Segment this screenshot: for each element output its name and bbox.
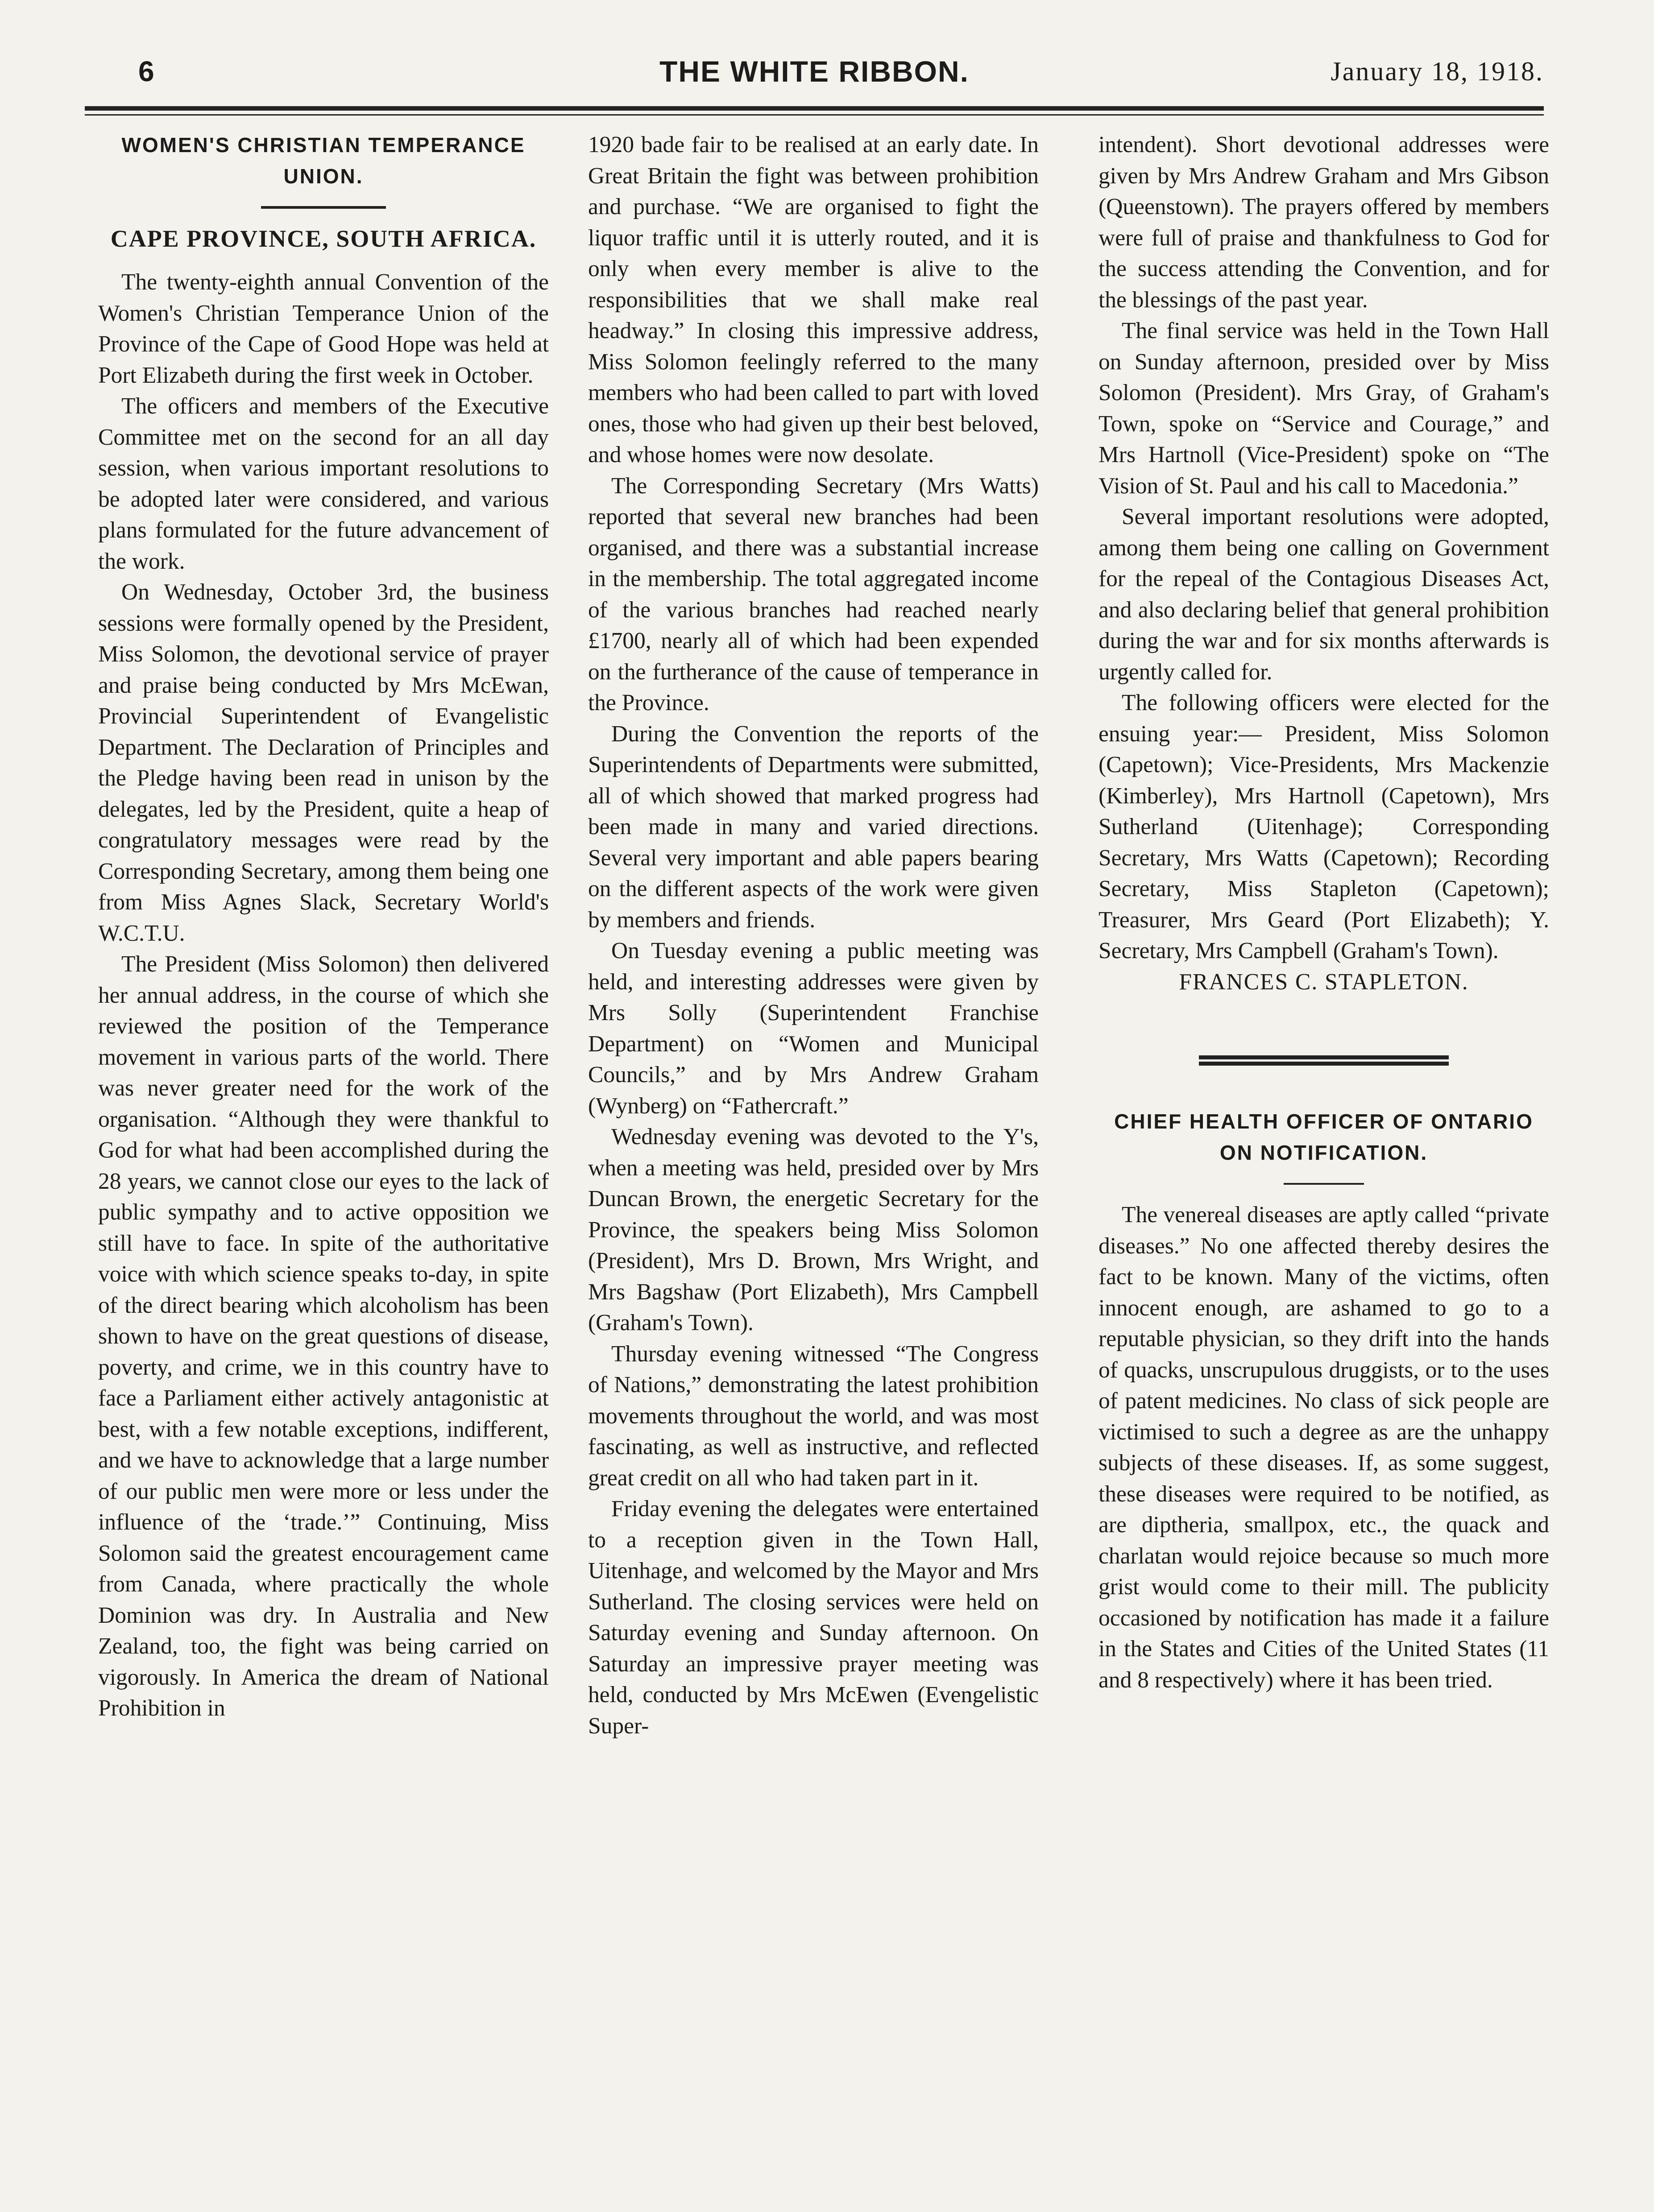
page-header [85, 47, 1544, 96]
issue-date: January 18, 1918. [1331, 57, 1544, 86]
paragraph: Several important resolutions were adopted, among them being one calling on Government for the repeal of the Contagious Diseases Act, and also declaring belief that general prohibition during the war and for six months afterwards is urgently called for. [1099, 504, 1549, 685]
column-1 [98, 129, 549, 1724]
author-signature: FRANCES C. STAPLETON. [1179, 969, 1469, 995]
column-2 [588, 129, 1039, 1741]
page-number: 6 [138, 55, 154, 87]
publication-title: THE WHITE RIBBON. [659, 55, 969, 88]
paragraph: On Tuesday evening a public meeting was held, and interesting addresses were given by Mrs Solly (Superintendent Franchise Department) on “Women and Municipal Councils,” and by Mrs Andrew Graham (Wynberg) on “Fathercraft.” [588, 938, 1039, 1119]
paragraph: The President (Miss Solomon) then delivered her annual address, in the course of which she reviewed the position of the Temperance movement in various parts of the world. There was never greater need for the work of the organisation. “Although they were thankful to God for what had been accomplished during the 28 years, we cannot close our eyes to the lack of public sympathy and to active opposition we still have to face. In spite of the authoritative voice with which science speaks to-day, in spite of the direct bearing which alcoholism has been shown to have on the great questions of disease, poverty, and crime, we in this country have to face a Parliament either actively antagonistic at best, with a few notable exceptions, indifferent, and we have to acknowledge that a large number of our public men were more or less under the influence of the ‘trade.’” Continuing, Miss Solomon said the greatest encouragement came from Canada, where practically the whole Dominion was dry. In Australia and New Zealand, too, the fight was being carried on vigorously. In America the dream of National Prohibition in [98, 951, 549, 1721]
article-heading-ontario: CHIEF HEALTH OFFICER OF ONTARIO ON NOTIFICATION. [1114, 1110, 1534, 1164]
paragraph: On Wednesday, October 3rd, the business sessions were formally opened by the President, Miss Solomon, the devotional service of prayer and praise being conducted by Mrs McEwan, Provincial Superintendent of Evangelistic Department. The Declaration of Principles and the Pledge having been read in unison by the delegates, led by the President, quite a heap of congratulatory messages were read by the Corresponding Secretary, among them being one from Miss Agnes Slack, Secretary World's W.C.T.U. [98, 579, 549, 946]
paragraph: During the Convention the reports of the Superintendents of Departments were submitted, all of which showed that marked progress had been made in many and varied directions. Several very important and able papers bearing on the different aspects of the work were given by members and friends. [588, 721, 1039, 933]
paragraph: Thursday evening witnessed “The Congress of Nations,” demonstrating the latest prohibition movements throughout the world, and was most fascinating, as well as instructive, and reflected great credit on all who had taken part in it. [588, 1341, 1039, 1491]
paragraph-continued: 1920 bade fair to be realised at an early date. In Great Britain the fight was between prohibition and purchase. “We are organised to fight the liquor traffic until it is utterly routed, and it is only when every member is alive to the responsibilities that we shall make real headway.” In closing this impressive address, Miss Solomon feelingly referred to the many members who had been called to part with loved ones, those who had given up their best beloved, and whose homes were now desolate. [588, 132, 1039, 467]
paragraph: The twenty-eighth annual Convention of the Women's Christian Temperance Union of the Province of the Cape of Good Hope was held at Port Elizabeth during the first week in October. [98, 269, 549, 388]
paragraph-continued: intendent). Short devotional addresses were given by Mrs Andrew Graham and Mrs Gibson (Queenstown). The prayers offered by members were full of praise and thankfulness to God for the success attending the Convention, and for the blessings of the past year. [1099, 132, 1549, 313]
paragraph: The venereal diseases are aptly called “private diseases.” No one affected thereby desires the fact to be known. Many of the victims, often innocent enough, are ashamed to go to a reputable physician, so they drift into the hands of quacks, unscrupulous druggists, or to the uses of patent medicines. No class of sick people are victimised to such a degree as are the unhappy subjects of these diseases. If, as some suggest, these diseases were required to be notified, as are diptheria, smallpox, etc., the quack and charlatan would rejoice because so much more grist would come to their mill. The publicity occasioned by notification has made it a failure in the States and Cities of the United States (11 and 8 respectively) where it has been tried. [1099, 1202, 1549, 1693]
header-rule-thin [85, 114, 1544, 116]
paragraph: The final service was held in the Town Hall on Sunday afternoon, presided over by Miss Solomon (President). Mrs Gray, of Graham's Town, spoke on “Service and Courage,” and Mrs Hartnoll (Vice-President) spoke on “The Vision of St. Paul and his call to Macedonia.” [1099, 318, 1549, 499]
paragraph: The following officers were elected for the ensuing year:— President, Miss Solomon (Capetown); Vice-Presidents, Mrs Mackenzie (Kimberley), Mrs Hartnoll (Capetown), Mrs Sutherland (Uitenhage); Corresponding Secretary, Mrs Watts (Capetown); Recording Secretary, Miss Stapleton (Capetown); Treasurer, Mrs Geard (Port Elizabeth); Y. Secretary, Mrs Campbell (Graham's Town). [1099, 690, 1549, 963]
heading-rule [1284, 1183, 1364, 1185]
article-heading-wctu: WOMEN'S CHRISTIAN TEMPERANCE UNION. [121, 133, 526, 188]
column-3 [1099, 129, 1549, 1695]
paragraph: The officers and members of the Executive Committee met on the second for an all day session, when various important resolutions to be adopted later were considered, and various plans formulated for the future advancement of the work. [98, 393, 549, 574]
paragraph: Wednesday evening was devoted to the Y's, when a meeting was held, presided over by Mrs Duncan Brown, the energetic Secretary for the Province, the speakers being Miss Solomon (President), Mrs D. Brown, Mrs Wright, and Mrs Bagshaw (Port Elizabeth), Mrs Campbell (Graham's Town). [588, 1124, 1039, 1335]
header-rule-thick [85, 106, 1544, 111]
heading-ornament [98, 192, 549, 223]
article-subheading: CAPE PROVINCE, SOUTH AFRICA. [110, 225, 537, 252]
paragraph: The Corresponding Secretary (Mrs Watts) reported that several new branches had been organised, and there was a substantial increase in the membership. The total aggregated income of the various branches had reached nearly £1700, nearly all of which had been expended on the furtherance of the cause of temperance in the Province. [588, 473, 1039, 715]
section-divider [1199, 1055, 1449, 1066]
paragraph: Friday evening the delegates were entertained to a reception given in the Town Hall, Uitenhage, and welcomed by the Mayor and Mrs Sutherland. The closing services were held on Saturday evening and Sunday afternoon. On Saturday an impressive prayer meeting was held, conducted by Mrs McEwen (Evengelistic Super- [588, 1496, 1039, 1739]
